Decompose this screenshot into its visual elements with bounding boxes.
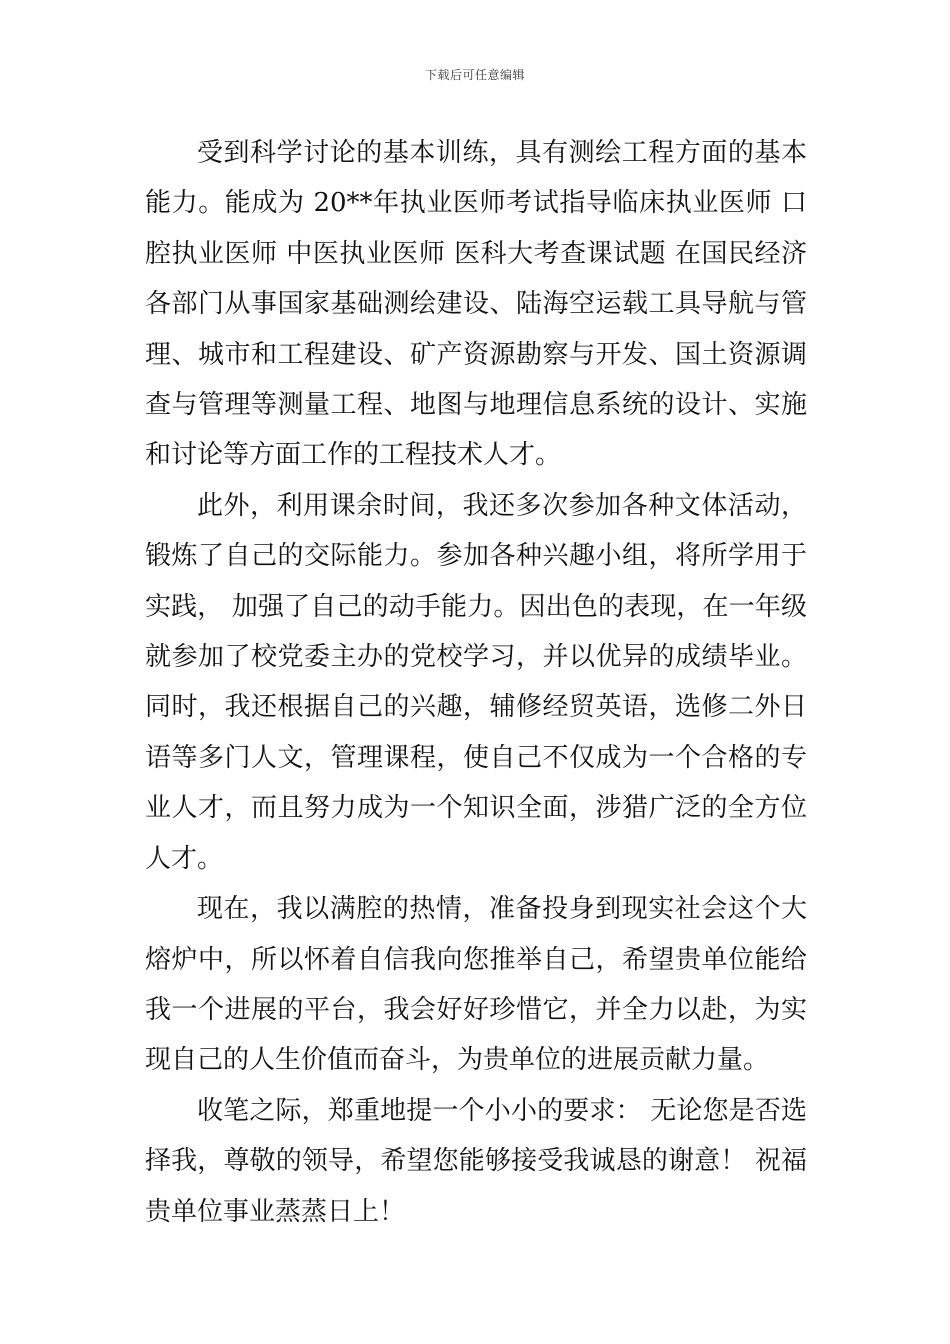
- paragraph-closing: 收笔之际，郑重地提一个小小的要求： 无论您是否选择我，尊敬的领导，希望您能够接受我诚恳的谢意！ 祝福贵单位事业蒸蒸日上！: [145, 1095, 807, 1227]
- document-body: [145, 128, 807, 1237]
- paragraph-aspiration: 现在，我以满腔的热情，准备投身到现实社会这个大熔炉中，所以怀着自信我向您推举自己，希望贵单位能给我一个进展的平台，我会好好珍惜它，并全力以赴，为实现自己的人生价值而奋斗，为贵单位的进展贡献力量。: [145, 894, 807, 1076]
- paragraph-activities: 此外，利用课余时间，我还多次参加各种文体活动，锻炼了自己的交际能力。参加各种兴趣小组，将所学用于实践， 加强了自己的动手能力。因出色的表现，在一年级就参加了校党委主办的党校学习，并以优异的成绩毕业。同时，我还根据自己的兴趣，辅修经贸英语，选修二外日语等多门人文，管理课程，使自己不仅成为一个合格的专业人才，而且努力成为一个知识全面，涉猎广泛的全方位人才。: [145, 490, 807, 874]
- paragraph-training: 受到科学讨论的基本训练，具有测绘工程方面的基本能力。能成为 20**年执业医师考试指导临床执业医师 口腔执业医师 中医执业医师 医科大考查课试题 在国民经济各部门从事国家基础测绘建设、陆海空运载工具导航与管理、城市和工程建设、矿产资源勘察与开发、国土资源调查与管理等测量工程、地图与地理信息系统的设计、实施和讨论等方面工作的工程技术人才。: [145, 138, 807, 471]
- header-note: 下载后可任意编辑: [424, 68, 525, 82]
